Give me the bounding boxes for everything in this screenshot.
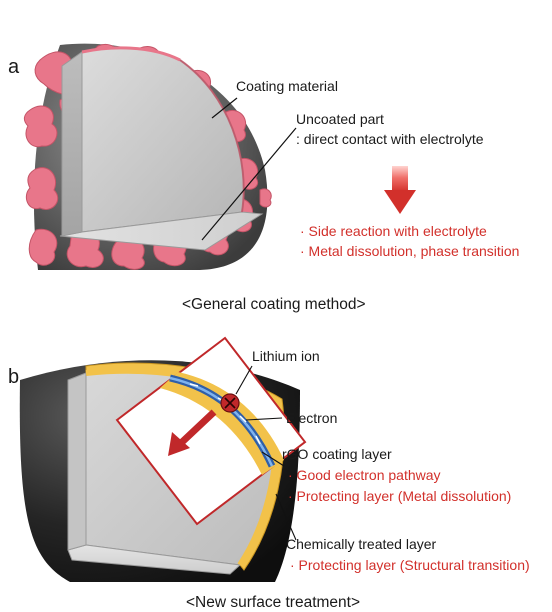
effect-side-reaction: · Side reaction with electrolyte [300, 223, 487, 239]
treated-point-protecting-layer: · Protecting layer (Structural transition) [290, 557, 530, 573]
uncoated-part-label: Uncoated part [296, 111, 384, 127]
rgo-point-electron-pathway: · Good electron pathway [288, 467, 441, 483]
coated-particle [24, 44, 271, 270]
panel-a-letter: a [8, 56, 20, 78]
rgo-coating-label: rGO coating layer [282, 446, 392, 462]
uncoated-part-description: : direct contact with electrolyte [296, 131, 484, 147]
chemically-treated-label: Chemically treated layer [286, 536, 437, 552]
panel-b-letter: b [8, 366, 20, 388]
lithium-ion-label: Lithium ion [252, 348, 320, 364]
effect-metal-dissolution: · Metal dissolution, phase transition [300, 243, 520, 259]
panel-a-caption: <General coating method> [182, 296, 366, 313]
electron-label: Electron [286, 410, 338, 426]
rgo-point-protecting-layer: · Protecting layer (Metal dissolution) [288, 488, 512, 504]
panel-b-caption: <New surface treatment> [186, 594, 361, 611]
coating-material-label: Coating material [236, 78, 338, 94]
red-down-arrow [384, 166, 416, 214]
